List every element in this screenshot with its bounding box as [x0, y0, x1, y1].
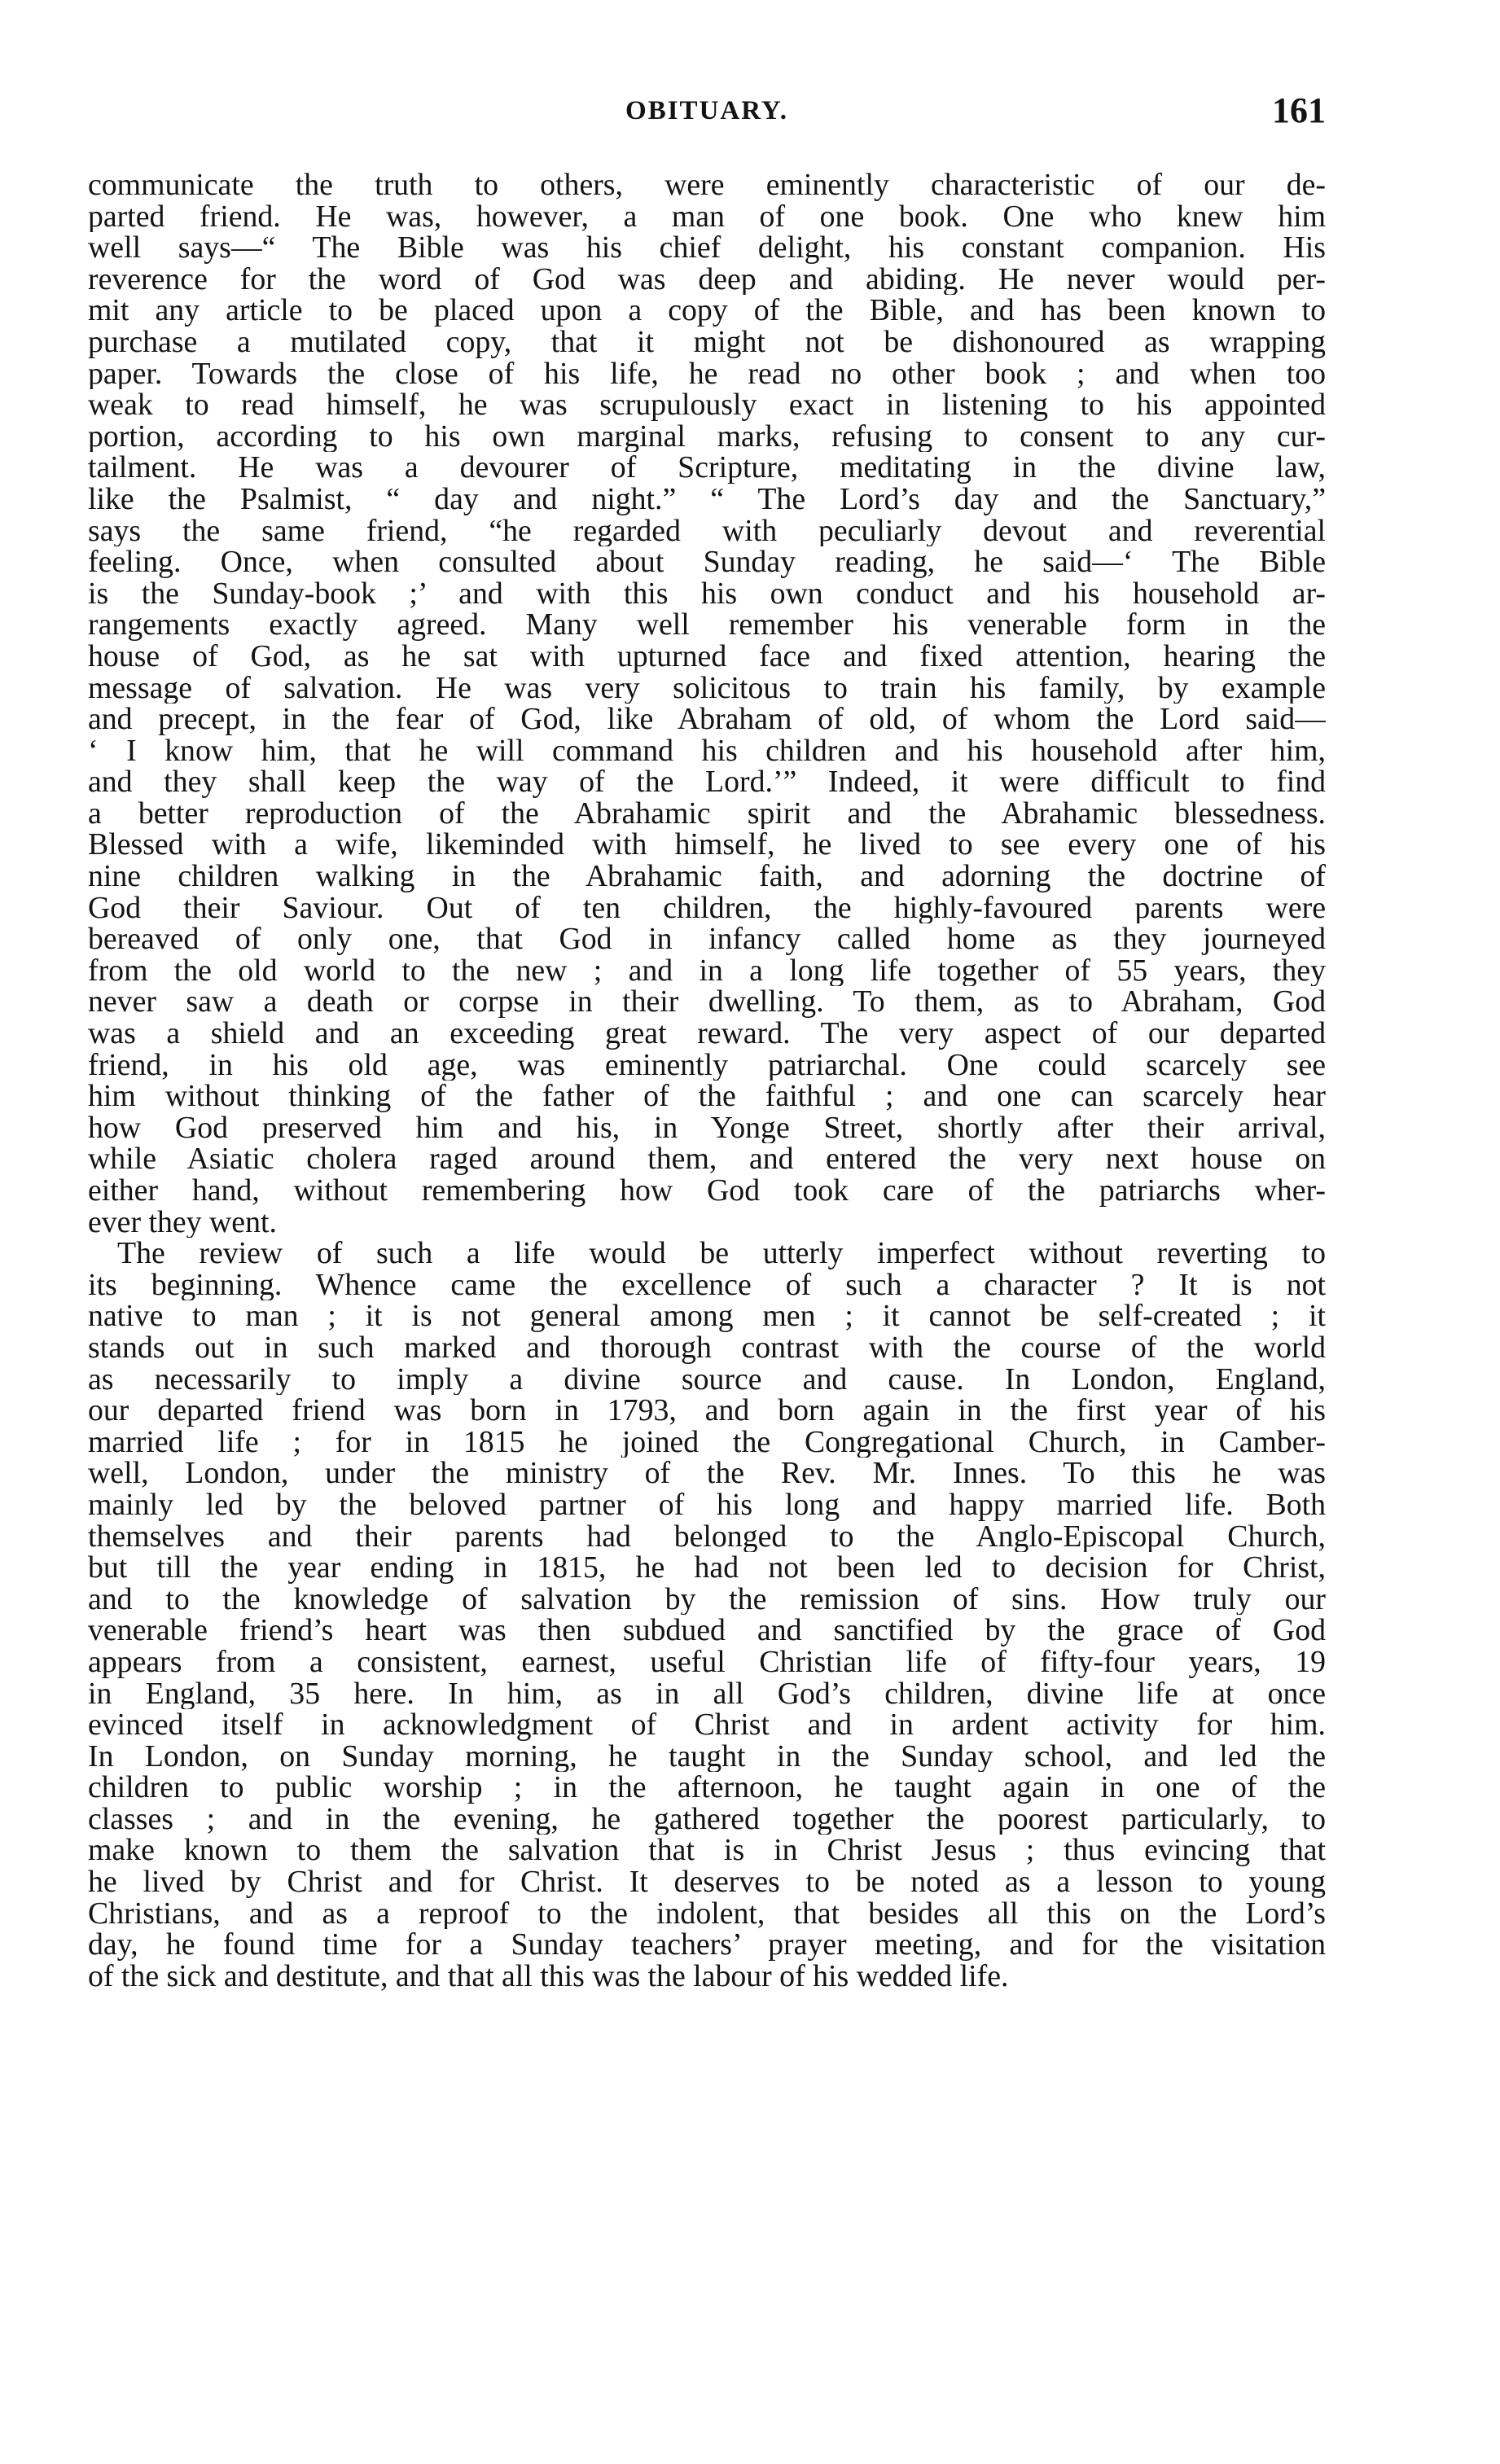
text-line: parted friend. He was, however, a man of one book. One who knew him [88, 200, 1326, 233]
text-line: mit any article to be placed upon a copy of the Bible, and has been known to [88, 295, 1326, 327]
page-number: 161 [1272, 90, 1326, 130]
text-line: communicate the truth to others, were eminently characteristic of our de- [88, 169, 1326, 201]
text-line: friend, in his old age, was eminently patriarchal. One could scarcely see [88, 1049, 1326, 1081]
text-line: classes ; and in the evening, he gathered together the poorest particularly, to [88, 1803, 1326, 1835]
text-line: but till the year ending in 1815, he had not been led to decision for Christ, [88, 1552, 1326, 1584]
text-line: children to public worship ; in the afternoon, he taught again in one of the [88, 1772, 1326, 1804]
text-line: mainly led by the beloved partner of his long and happy married life. Both [88, 1488, 1326, 1521]
text-line: day, he found time for a Sunday teachers’ prayer meeting, and for the visitation [88, 1929, 1326, 1961]
text-line: well, London, under the ministry of the Rev. Mr. Innes. To this he was [88, 1458, 1326, 1489]
text-line: like the Psalmist, “ day and night.” “ The Lord’s day and the Sanctuary,” [88, 483, 1326, 515]
text-line: and they shall keep the way of the Lord.’” Indeed, it were difficult to find [88, 766, 1326, 798]
text-line: house of God, as he sat with upturned face and fixed attention, hearing the [88, 640, 1326, 673]
text-line: tailment. He was a devourer of Scripture, meditating in the divine law, [88, 452, 1326, 484]
text-line: feeling. Once, when consulted about Sunday reading, he said—‘ The Bible [88, 546, 1326, 578]
text-line: evinced itself in acknowledgment of Christ and in ardent activity for him. [88, 1709, 1326, 1741]
running-head: OBITUARY. [625, 96, 788, 125]
text-line: was a shield and an exceeding great reward. The very aspect of our departed [88, 1018, 1326, 1050]
text-line: In London, on Sunday morning, he taught in the Sunday school, and led the [88, 1740, 1326, 1773]
text-line: either hand, without remembering how God took care of the patriarchs wher- [88, 1175, 1326, 1207]
text-line: paper. Towards the close of his life, he read no other book ; and when too [88, 357, 1326, 390]
text-line: weak to read himself, he was scrupulously exact in listening to his appointed [88, 389, 1326, 421]
text-line: while Asiatic cholera raged around them, and entered the very next house on [88, 1143, 1326, 1175]
text-line: Christians, and as a reproof to the indolent, that besides all this on the Lord’s [88, 1897, 1326, 1930]
text-line: ever they went. [88, 1206, 277, 1239]
text-line: God their Saviour. Out of ten children, the highly-favoured parents were [88, 892, 1326, 924]
text-line: ‘ I know him, that he will command his children and his household after him, [88, 734, 1326, 767]
text-line: well says—“ The Bible was his chief delight, his constant companion. His [88, 232, 1326, 264]
text-line: appears from a consistent, earnest, useful Christian life of fifty-four years, 19 [88, 1646, 1326, 1678]
text-line: in England, 35 here. In him, as in all God’s children, divine life at once [88, 1677, 1326, 1710]
text-line: says the same friend, “he regarded with peculiarly devout and reverential [88, 515, 1326, 547]
text-line: themselves and their parents had belonged to the Anglo-Episcopal Church, [88, 1520, 1326, 1553]
text-line: stands out in such marked and thorough contrast with the course of the world [88, 1331, 1326, 1364]
text-line: native to man ; it is not general among men ; it cannot be self-created ; it [88, 1300, 1326, 1332]
text-line: our departed friend was born in 1793, and born again in the first year of his [88, 1395, 1326, 1427]
text-line: him without thinking of the father of the faithful ; and one can scarcely hear [88, 1081, 1326, 1112]
text-line: never saw a death or corpse in their dwelling. To them, as to Abraham, God [88, 986, 1326, 1019]
text-line: Blessed with a wife, likeminded with himself, he lived to see every one of his [88, 829, 1326, 862]
body-text [88, 169, 1326, 1992]
text-line: how God preserved him and his, in Yonge Street, shortly after their arrival, [88, 1111, 1326, 1144]
text-line: rangements exactly agreed. Many well remember his venerable form in the [88, 609, 1326, 641]
text-line: he lived by Christ and for Christ. It deserves to be noted as a lesson to young [88, 1866, 1326, 1898]
text-line: as necessarily to imply a divine source and cause. In London, England, [88, 1363, 1326, 1396]
text-line: married life ; for in 1815 he joined the Congregational Church, in Camber- [88, 1426, 1326, 1458]
text-line: reverence for the word of God was deep and abiding. He never would per- [88, 263, 1326, 296]
text-line: make known to them the salvation that is in Christ Jesus ; thus evincing that [88, 1835, 1326, 1867]
text-line: is the Sunday-book ;’ and with this his own conduct and his household ar- [88, 577, 1326, 610]
text-line: and precept, in the fear of God, like Abraham of old, of whom the Lord said— [88, 704, 1326, 735]
paragraph [88, 1238, 1326, 1992]
book-page [88, 90, 1326, 1992]
text-line: purchase a mutilated copy, that it might not be dishonoured as wrapping [88, 326, 1326, 358]
text-line: from the old world to the new ; and in a long life together of 55 years, they [88, 954, 1326, 987]
text-line: of the sick and destitute, and that all this was the labour of his wedded life. [88, 1960, 1009, 1993]
text-line: nine children walking in the Abrahamic faith, and adorning the doctrine of [88, 861, 1326, 892]
text-line: and to the knowledge of salvation by the remission of sins. How truly our [88, 1583, 1326, 1616]
text-line: a better reproduction of the Abrahamic spirit and the Abrahamic blessedness. [88, 797, 1326, 830]
text-line: bereaved of only one, that God in infancy called home as they journeyed [88, 923, 1326, 955]
paragraph [88, 169, 1326, 1238]
text-line: The review of such a life would be utterly imperfect without reverting to [117, 1238, 1326, 1269]
text-line: venerable friend’s heart was then subdued and sanctified by the grace of God [88, 1615, 1326, 1646]
text-line: portion, according to his own marginal marks, refusing to consent to any cur- [88, 420, 1326, 453]
text-line: message of salvation. He was very solicitous to train his family, by example [88, 672, 1326, 704]
text-line: its beginning. Whence came the excellence of such a character ? It is not [88, 1269, 1326, 1301]
page-header [88, 90, 1326, 142]
